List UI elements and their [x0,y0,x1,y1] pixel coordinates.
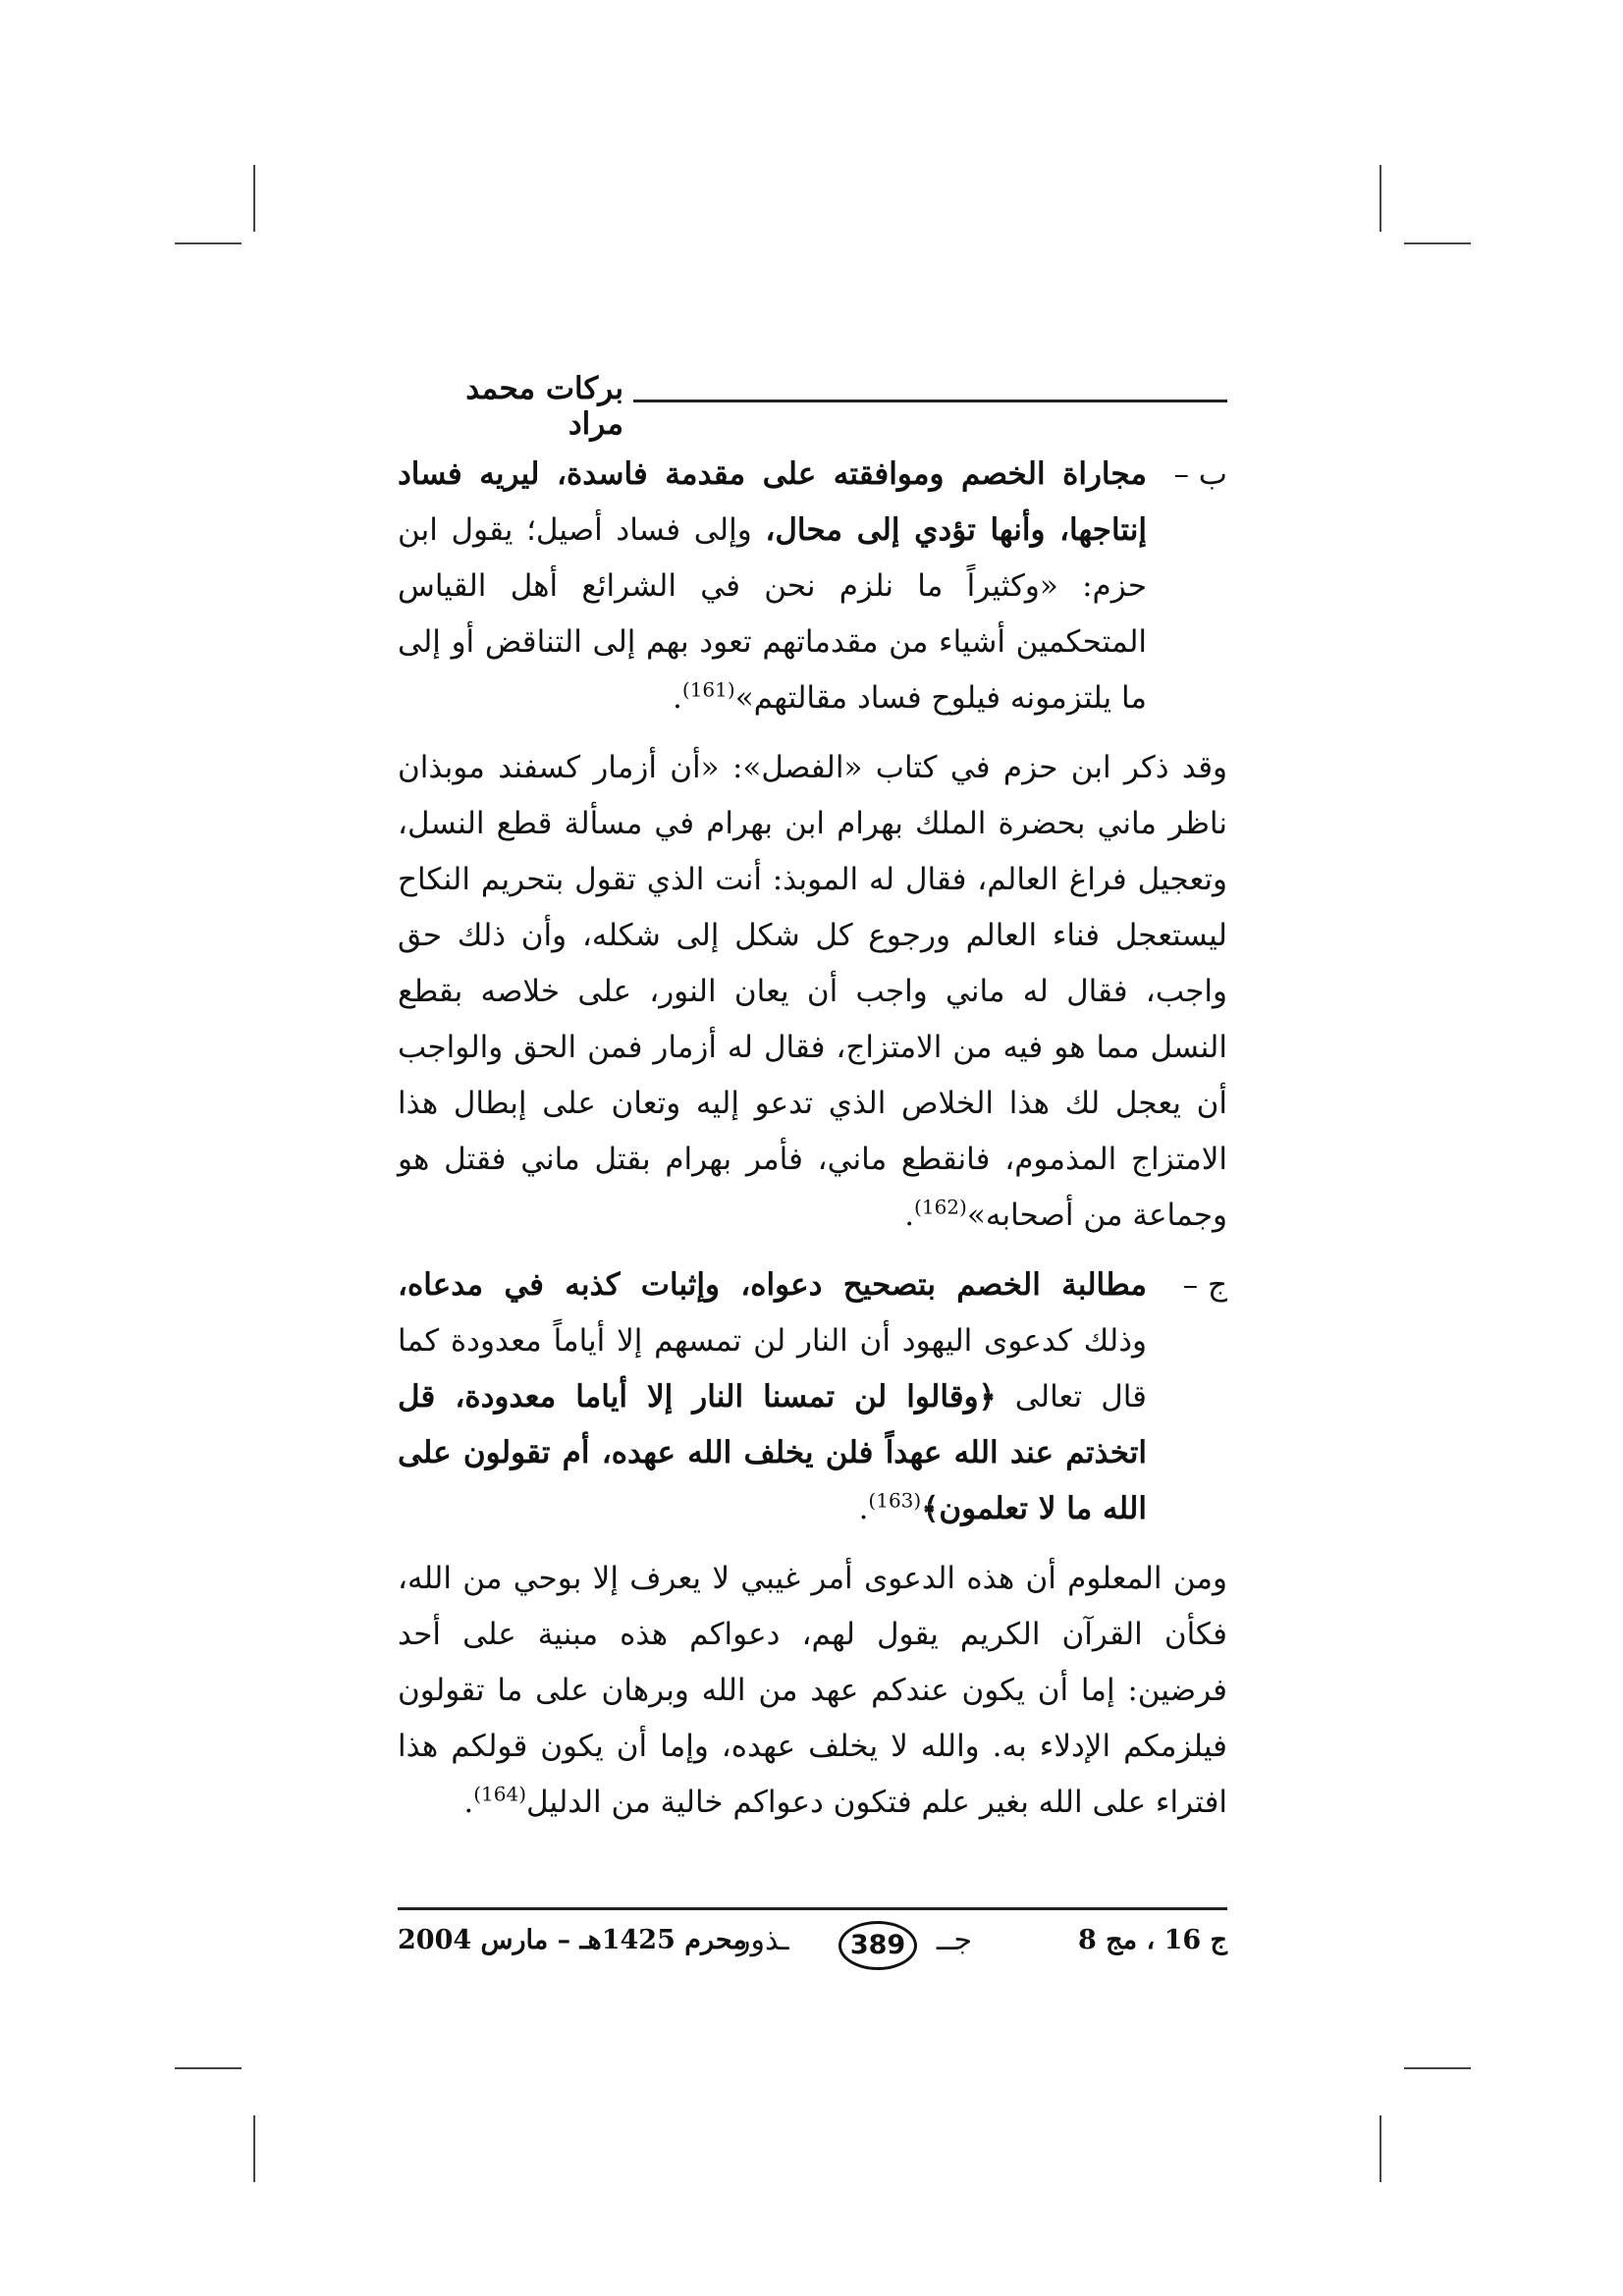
issue-date: محرم 1425هـ – مارس 2004 [398,1925,747,1955]
footnote-ref-161: (161) [681,677,735,702]
page-body [398,447,1227,1844]
running-header-author: بركات محمد مراد [465,371,623,442]
journal-logo-right: جــ [936,1923,972,1957]
paragraph-claim-text: ومن المعلوم أن هذه الدعوى أمر غيبي لا يعرف إلا بوحي من الله، فكأن القرآن الكريم يقول لهم، دعواكم هذه مبنية على أحد فرضين: إما أن يكون عندكم عهد من الله وبرهان على ما تقولون فيلزمكم الإدلاء به. والله لا يخلف عهده، وإما أن يكون قولكم هذا افتراء على الله بغير علم فتكون دعواكم خالية من الدليل [398,1561,1227,1820]
paragraph-claim [398,1551,1227,1831]
section-b-heading: مجاراة الخصم وموافقته على مقدمة فاسدة، ليريه فساد إنتاجها، وأنها تؤدي إلى محال، [398,456,1147,548]
crop-mark-top-left-vertical [253,165,255,232]
paragraph-fasl-end: . [904,1198,915,1233]
section-b-text [398,447,1147,726]
journal-logo-left: ـذور [736,1923,789,1957]
crop-mark-bottom-left-vertical [253,2115,255,2182]
crop-mark-bottom-right-horizontal [1404,2067,1471,2069]
footnote-ref-162: (162) [914,1195,967,1219]
section-j-body: وذلك كدعوى اليهود أن النار لن تمسهم إلا أياماً معدودة كما قال تعالى [398,1323,1147,1415]
section-j-text [398,1257,1147,1537]
crop-mark-top-right-vertical [1380,165,1381,232]
crop-mark-bottom-left-horizontal [175,2067,242,2069]
paragraph-fasl-text: وقد ذكر ابن حزم في كتاب «الفصل»: «أن أزمار كسفند موبذان ناظر ماني بحضرة الملك بهرام ابن بهرام في مسألة قطع النسل، وتعجيل فراغ العالم، فقال له الموبذ: أنت الذي تقول بتحريم النكاح ليستعجل فناء العالم ورجوع كل شكل إلى شكله، وأن ذلك حق واجب، فقال له ماني واجب أن يعان النور، على خلاصه بقطع النسل مما هو فيه من الامتزاج، فقال له أزمار فمن الحق والواجب أن يعجل لك هذا الخلاص الذي تدعو إليه وتعان على إبطال هذا الامتزاج المذموم، فانقطع ماني، فأمر بهرام بقتل ماني فقتل هو وجماعة من أصحابه» [398,750,1227,1233]
section-b-body: وإلى فساد أصيل؛ يقول ابن حزم: «وكثيراً ما نلزم نحن في الشرائع أهل القياس المتحكمين أشياء من مقدماتهم تعود بهم إلى التناقض أو إلى ما يلتزمونه فيلوح فساد مقالتهم» [398,512,1147,716]
header-rule [633,400,1227,402]
quran-quote: ﴿وقالوا لن تمسنا النار إلا أياما معدودة، قل اتخذتم عند الله عهداً فلن يخلف الله عهده، أم تقولون على الله ما لا تعلمون﴾ [398,1379,1147,1526]
section-j-heading: مطالبة الخصم بتصحيح دعواه، وإثبات كذبه في مدعاه، [398,1267,1147,1303]
crop-mark-bottom-right-vertical [1380,2115,1381,2182]
footnote-ref-164: (164) [473,1782,527,1806]
crop-mark-top-left-horizontal [175,242,242,244]
footnote-ref-163: (163) [868,1488,922,1513]
paragraph-claim-end: . [463,1785,474,1820]
paragraph-fasl [398,740,1227,1244]
page-number: 389 [839,1921,917,1970]
crop-mark-top-right-horizontal [1404,242,1471,244]
section-b-marker: ب – [1173,456,1227,492]
section-b-end: . [673,680,682,716]
journal-logo [736,1919,972,1974]
section-j-end: . [858,1491,869,1526]
section-j [398,1257,1227,1537]
section-j-marker: ج – [1182,1267,1227,1303]
volume-info: ج 16 ، مج 8 [1077,1925,1227,1955]
footer-rule [398,1907,1227,1910]
section-b [398,447,1227,726]
page-footer [398,1919,1227,1978]
